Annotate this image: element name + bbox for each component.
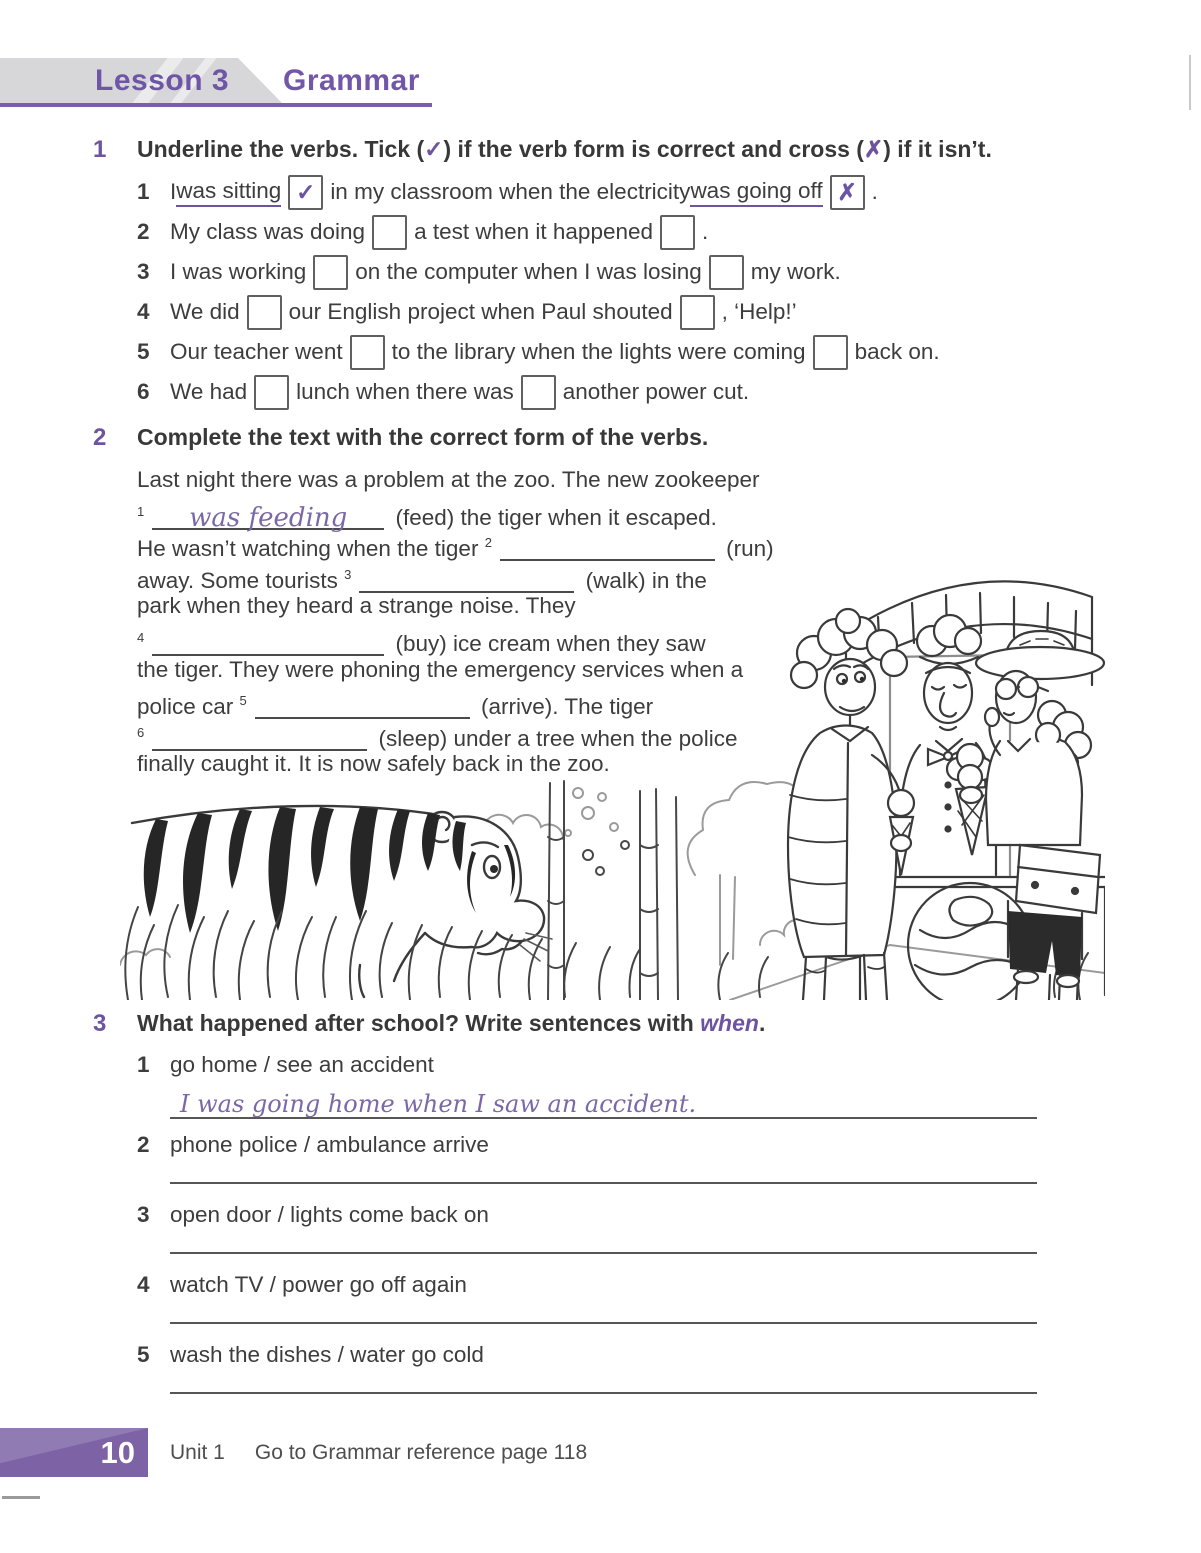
gap-number-6: 6 (137, 724, 145, 740)
answer-checkbox[interactable] (660, 215, 695, 250)
prompt-2: 2 phone police / ambulance arrive (137, 1132, 489, 1157)
woman-tourist (976, 631, 1104, 1000)
prompt-1: 1 go home / see an accident (137, 1052, 434, 1077)
tick-icon: ✓ (424, 136, 444, 162)
sentence-row-5: 5 Our teacher went to the library when the lights were coming back on. (137, 332, 1157, 372)
gap-number-2: 2 (484, 535, 492, 551)
item-number: 5 (137, 339, 150, 364)
banner-underline (0, 103, 432, 107)
prompt-5: 5 wash the dishes / water go cold (137, 1342, 484, 1367)
item-number: 2 (137, 219, 150, 244)
subject-label: Grammar (283, 64, 420, 97)
gap-number-1: 1 (137, 503, 145, 519)
footer-reference (170, 1441, 587, 1465)
tiger-stripes (144, 807, 466, 933)
answer-checkbox[interactable] (254, 375, 289, 410)
gap-number-4: 4 (137, 629, 145, 645)
answer-line-3[interactable] (170, 1222, 1037, 1254)
exercise2-number: 2 (93, 424, 107, 451)
page-number: 10 (100, 1435, 135, 1470)
answer-checkbox[interactable] (350, 335, 385, 370)
exercise2-title: Complete the text with the correct form of the verbs. (137, 424, 709, 450)
lesson-label: Lesson 3 (95, 64, 230, 97)
gap-number-5: 5 (239, 693, 247, 709)
answer-checkbox[interactable]: ✓ (288, 175, 323, 210)
handwritten-answer: was feeding (189, 502, 348, 533)
item-number: 6 (137, 379, 150, 404)
answer-checkbox[interactable]: ✗ (830, 175, 865, 210)
underlined-verb: was going off (690, 178, 822, 207)
exercise3 (93, 1010, 1153, 1430)
sentence-row-1: 1 I was sitting ✓ in my classroom when the electricity was going off ✗ . (137, 172, 1157, 212)
tiger-illustration (132, 806, 552, 997)
item-number: 1 (137, 179, 150, 204)
grammar-reference-link: Go to Grammar reference page 118 (254, 1441, 588, 1464)
cross-icon: ✗ (863, 136, 884, 162)
exercise1-number: 1 (93, 136, 107, 163)
answer-checkbox[interactable] (247, 295, 282, 330)
ice-cream-vendor (900, 615, 996, 875)
fill-blank-1[interactable] (152, 502, 384, 533)
sentence-row-3: 3 I was working on the computer when I was losing my work. (137, 252, 1157, 292)
unit-label: Unit 1 (170, 1441, 225, 1464)
answer-checkbox[interactable] (313, 255, 348, 290)
item-number: 4 (137, 299, 150, 324)
page-edge-mark (2, 1496, 40, 1499)
sentence-row-4: 4 We did our English project when Paul shouted , ‘Help!’ (137, 292, 1157, 332)
prompt-3: 3 open door / lights come back on (137, 1202, 489, 1227)
when-keyword: when (700, 1010, 759, 1036)
exercise2-paragraph: Last night there was a problem at the zoo. The new zookeeper $^1$ was feeding (feed) the tiger when it escaped. He wasn’t watching when the tiger $^2$ (run) away. Some tourists $^3$ (walk) in the park when they heard a strange noise. They $^4$ (buy) ice cream when they saw the tiger. They were phoning the emergency services when a police car $^5$ (arrive). The tiger $^6$ (sleep) under a tree when the police finally caught it. It is now safely back in the zoo. (137, 467, 774, 777)
page-edge-mark (1189, 55, 1191, 110)
answer-checkbox[interactable] (680, 295, 715, 330)
answer-checkbox[interactable] (813, 335, 848, 370)
exercise1-sentences (137, 172, 1157, 412)
exercise1-title: Underline the verbs. Tick (✓) if the verb form is correct and cross (✗) if it isn’t. (137, 136, 992, 162)
answer-line-5[interactable] (170, 1362, 1037, 1394)
item-number: 3 (137, 259, 150, 284)
answer-checkbox[interactable] (372, 215, 407, 250)
gap-number-3: 3 (344, 566, 352, 582)
answer-checkbox[interactable] (709, 255, 744, 290)
exercise3-number: 3 (93, 1010, 107, 1037)
zoo-illustration (120, 545, 1105, 1000)
exercise3-title: What happened after school? Write sentences with when. (137, 1010, 766, 1036)
bamboo-stalks (548, 781, 678, 1000)
man-tourist (788, 609, 914, 1000)
handwritten-answer: I was going home when I saw an accident. (180, 1090, 697, 1118)
answer-line-4[interactable] (170, 1292, 1037, 1324)
answer-line-1[interactable] (170, 1087, 1037, 1119)
underlined-verb: was sitting (176, 178, 281, 207)
answer-line-2[interactable] (170, 1152, 1037, 1184)
sentence-row-2: 2 My class was doing a test when it happened . (137, 212, 1157, 252)
page-number-badge (0, 1428, 148, 1477)
prompt-4: 4 watch TV / power go off again (137, 1272, 467, 1297)
answer-checkbox[interactable] (521, 375, 556, 410)
sentence-row-6: 6 We had lunch when there was another power cut. (137, 372, 1157, 412)
